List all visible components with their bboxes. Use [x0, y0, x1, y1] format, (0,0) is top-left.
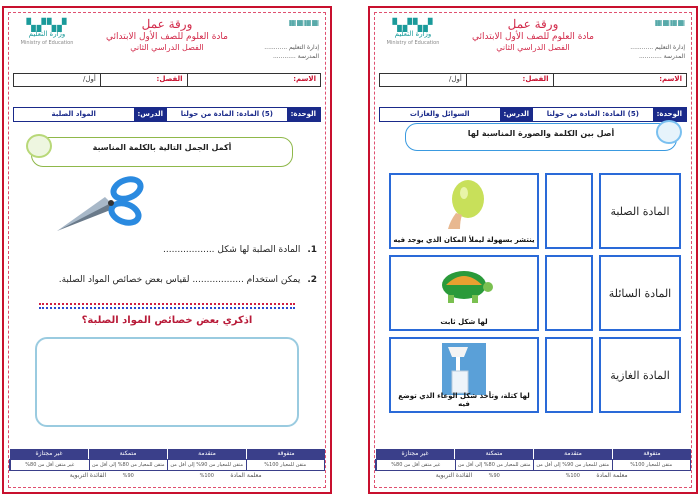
dotted-divider: [39, 303, 295, 309]
title-text: ورقة عمل: [141, 17, 193, 31]
match-caption: ينتشر بسهولة ليملأ المكان الذي يوجد فيه: [393, 236, 535, 244]
speech-bubble-icon: [656, 120, 682, 144]
ministry-logo-icon: ▞▚▞▚: [392, 18, 434, 32]
worksheet-page-right: [368, 6, 698, 494]
match-answer-cell[interactable]: [545, 255, 593, 331]
open-question: اذكري بعض خصائص المواد الصلبة؟: [81, 315, 253, 326]
match-picture-cell: [389, 255, 539, 331]
match-row: [389, 173, 681, 249]
worksheet-title: [455, 17, 611, 53]
grading-footer: متفوقة متقدمة متمكنة غير مجتازة متقن للمعيار 100% متقن للمعيار من 90% إلى أقل من 100% متقن للمعيار من 80% إلى أقل من 90% غير متقن أقل من 80% معلمة المادة القائدة التربوية: [9, 449, 325, 485]
unit-lesson-bar: الوحدة: (5) المادة: المادة من حولنا الدرس: المواد الصلبة: [13, 107, 321, 122]
ministry-logo-icon: ▞▚▞▚: [26, 18, 68, 32]
answer-box[interactable]: [35, 337, 299, 427]
match-word: المادة الغازية: [599, 337, 681, 413]
worksheet-page-left: [2, 6, 332, 494]
match-row: [389, 255, 681, 331]
ministry-logo: ▞▚▞▚ وزارة التعليم Ministry of Education: [381, 21, 445, 48]
instruction-banner: أصل بين الكلمة والصورة المناسبة لها: [405, 123, 677, 151]
matching-table: [389, 173, 681, 413]
match-word: المادة السائلة: [599, 255, 681, 331]
match-row: [389, 337, 681, 413]
match-word: المادة الصلبة: [599, 173, 681, 249]
admin-lines: إدارة التعليم ............ المدرسة ............: [630, 44, 685, 60]
match-answer-cell[interactable]: [545, 173, 593, 249]
student-info-bar: الاسم: الفصل: أول/: [379, 73, 687, 87]
balloon-icon: [434, 179, 494, 231]
match-caption: لها شكل ثابت: [440, 318, 488, 326]
match-caption: لها كتلة، وتأخذ شكل الوعاء الذي توضع فيه: [398, 392, 530, 408]
milk-pour-icon: [434, 343, 494, 395]
instruction-banner: أكمل الجمل التالية بالكلمة المناسبة: [31, 137, 293, 167]
scissors-icon: [49, 173, 149, 237]
ministry-logo: ▞▚▞▚ وزارة التعليم Ministry of Education: [15, 21, 79, 48]
grading-footer: متفوقة متقدمة متمكنة غير مجتازة متقن للمعيار 100% متقن للمعيار من 90% إلى أقل من 100% متقن للمعيار من 80% إلى أقل من 90% غير متقن أقل من 80% معلمة المادة القائدة التربوية: [375, 449, 691, 485]
kingdom-emblem: ▦▦▦▦: [654, 18, 685, 27]
question-1: 1. المادة الصلبة لها شكل ..................: [163, 245, 317, 255]
match-picture-cell: [389, 337, 539, 413]
question-2: 2. يمكن استخدام .................. لقياس بعض خصائص المواد الصلبة.: [58, 275, 317, 285]
match-picture-cell: [389, 173, 539, 249]
page-header: [375, 15, 691, 63]
term-text: الفصل الدراسي الثاني: [496, 43, 570, 52]
kingdom-emblem: ▦▦▦▦: [288, 18, 319, 27]
student-info-bar: الاسم: الفصل: أول/: [13, 73, 321, 87]
title-text: ورقة عمل: [507, 17, 559, 31]
worksheet-title: [89, 17, 245, 53]
turtle-icon: [434, 261, 494, 313]
subject-text: مادة العلوم للصف الأول الابتدائي: [472, 32, 594, 42]
unit-lesson-bar: الوحدة: (5) المادة: المادة من حولنا الدرس: السوائل والغازات: [379, 107, 687, 122]
match-answer-cell[interactable]: [545, 337, 593, 413]
subject-text: مادة العلوم للصف الأول الابتدائي: [106, 32, 228, 42]
speech-bubble-icon: [26, 134, 52, 158]
page-header: [9, 15, 325, 63]
admin-lines: إدارة التعليم ............ المدرسة ............: [264, 44, 319, 60]
term-text: الفصل الدراسي الثاني: [130, 43, 204, 52]
